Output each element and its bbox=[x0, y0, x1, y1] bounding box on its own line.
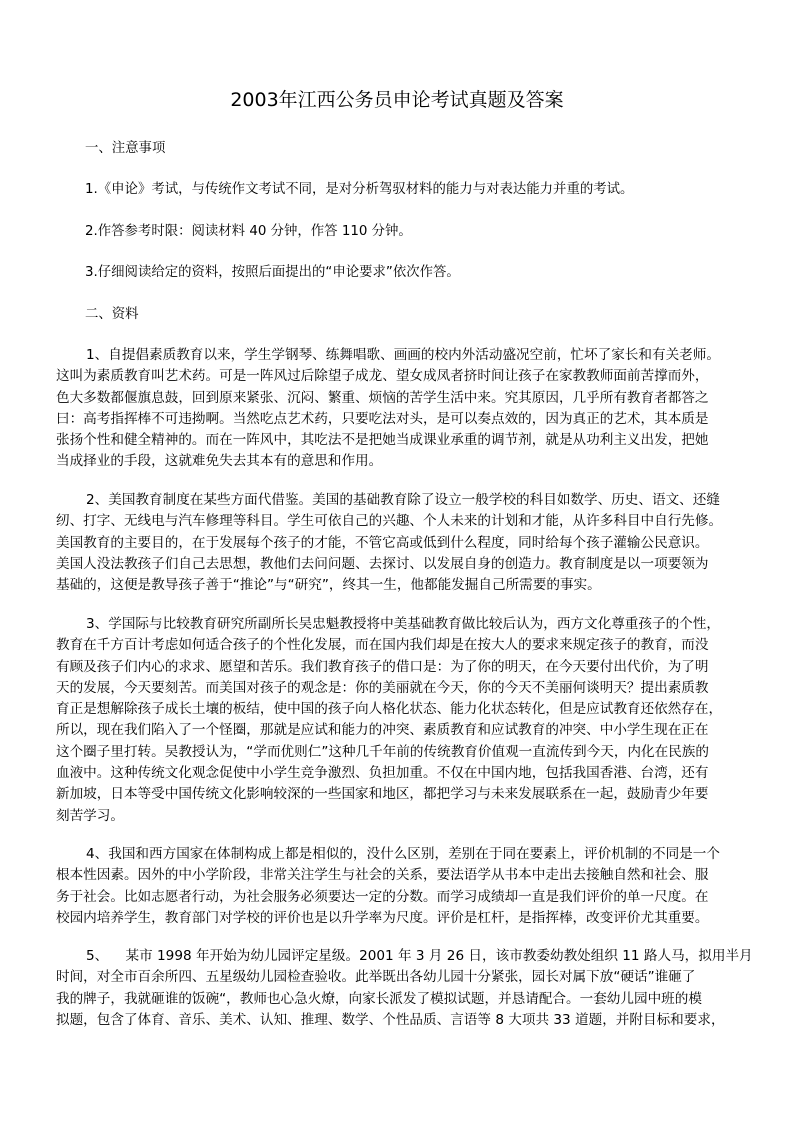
paragraph-line: 血液中。这种传统文化观念促使中小学生竞争激烈、负担加重。不仅在中国内地，包括我国香港、台湾，还有 bbox=[56, 765, 709, 782]
paragraph-line: 拟题，包含了体育、音乐、美术、认知、推理、数学、个性品质、言语等 8 大项共 33 道题，并附目标和要求， bbox=[56, 1011, 725, 1028]
notes-item-3: 3.仔细阅读给定的资料，按照后面提出的“申论要求”依次作答。 bbox=[85, 265, 460, 280]
paragraph-line: 教育在千方百计考虑如何适合孩子的个性化发展，而在国内我们却是在按大人的要求来规定孩子的教育，而没 bbox=[56, 637, 709, 654]
paragraph-line: 校园内培养学生，教育部门对学校的评价也是以升学率为尺度。评价是杠杆，是指挥棒，改变评价尤其重要。 bbox=[56, 909, 709, 926]
paragraph-line: 根本性因素。因外的中小学阶段，非常关注学生与社会的关系，要法语学从书本中走出去接触自然和社会、服 bbox=[56, 867, 709, 884]
paragraph-line: 2、美国教育制度在某些方面代借鉴。美国的基础教育除了设立一般学校的科目如数学、历史、语文、还缝 bbox=[86, 492, 720, 508]
material-paragraph-4 bbox=[56, 844, 740, 929]
paragraph-line: 张扬个性和健全精神的。而在一阵风中，其吃法不是把她当成课业承重的调节剂，就是从功利主义出发，把她 bbox=[56, 432, 709, 449]
paragraph-line: 曰：高考指挥棒不可违拗啊。当然吃点艺术药，只要吃法对头，是可以奏点效的，因为真正的艺术，其本质是 bbox=[56, 410, 709, 427]
material-paragraph-5 bbox=[56, 946, 753, 1031]
material-paragraph-3 bbox=[56, 614, 740, 827]
paragraph-line: 务于社会。比如志愿者行动，为社会服务必须要达一定的分数。而学习成绩却一直是我们评价的单一尺度。在 bbox=[56, 888, 709, 905]
notes-item-2: 2.作答参考时限：阅读材料 40 分钟，作答 110 分钟。 bbox=[85, 224, 412, 239]
paragraph-line: 这叫为素质教育叫艺术药。可是一阵风过后除望子成龙、望女成凤者挤时间让孩子在家教教师面前苦撑而外， bbox=[56, 368, 709, 385]
paragraph-line: 色大多数都偃旗息鼓，回到原来紧张、沉闷、繁重、烦恼的苦学生活中来。究其原因，几乎所有教育者都答之 bbox=[56, 389, 709, 406]
document-title: 2003年江西公务员申论考试真题及答案 bbox=[230, 89, 564, 111]
paragraph-line: 美国人没法教孩子们自己去思想，教他们去问问题、去探讨、以发展自身的创造力。教育制度是以一项要领为 bbox=[56, 555, 709, 572]
notes-item-1: 1.《申论》考试，与传统作文考试不同，是对分析驾驭材料的能力与对表达能力并重的考试。 bbox=[85, 182, 634, 197]
paragraph-line: 刻苦学习。 bbox=[56, 807, 124, 824]
paragraph-line: 新加坡，日本等受中国传统文化影响较深的一些国家和地区，都把学习与未来发展联系在一起，鼓励青少年要 bbox=[56, 786, 709, 803]
paragraph-line: 当成择业的手段，这就难免失去其本有的意思和作用。 bbox=[56, 453, 383, 470]
paragraph-line: 1、自提倡素质教育以来，学生学钢琴、练舞唱歌、画画的校内外活动盛况空前，忙坏了家长和有关老师。 bbox=[86, 347, 720, 363]
paragraph-line: 我的牌子，我就砸谁的饭碗“，教师也心急火燎，向家长派发了模拟试题，并恳请配合。一套幼儿园中班的模 bbox=[56, 990, 702, 1007]
paragraph-line: 这个圈子里打转。吴教授认为，“学而优则仁”这种几千年前的传统教育价值观一直流传到今天，内化在民族的 bbox=[56, 743, 709, 760]
paragraph-line: 基础的，这便是教导孩子善于“推论”与“研究”，终其一生，他都能发掘自己所需要的事实。 bbox=[56, 577, 601, 594]
paragraph-line: 时间，对全市百余所四、五星级幼儿园检查验收。此举既出各幼儿园十分紧张，园长对属下放“硬话”谁砸了 bbox=[56, 969, 696, 986]
paragraph-line: 所以，现在我们陷入了一个怪圈，那就是应试和能力的冲突、素质教育和应试教育的冲突、中小学生现在正在 bbox=[56, 722, 709, 739]
section-heading-materials: 二、资料 bbox=[85, 307, 139, 322]
material-paragraph-2 bbox=[56, 490, 740, 596]
paragraph-line: 4、我国和西方国家在体制构成上都是相似的，没什么区别，差别在于同在要素上，评价机制的不同是一个 bbox=[86, 846, 720, 862]
paragraph-line: 5、 某市 1998 年开始为幼儿园评定星级。2001 年 3 月 26 日，该市教委幼教处组织 11 路人马，拟用半月 bbox=[86, 948, 753, 964]
material-paragraph-1 bbox=[56, 345, 740, 473]
paragraph-line: 纫、打字、无线电与汽车修理等科目。学生可依自己的兴趣、个人未来的计划和才能，从许多科目中自行先修。 bbox=[56, 513, 723, 530]
paragraph-line: 3、学国际与比较教育研究所副所长吴忠魁教授将中美基础教育做比较后认为，西方文化尊重孩子的个性， bbox=[86, 616, 720, 632]
section-heading-notes: 一、注意事项 bbox=[85, 141, 166, 156]
paragraph-line: 有顾及孩子们内心的求求、愿望和苦乐。我们教育孩子的借口是：为了你的明天，在今天要付出代价，为了明 bbox=[56, 658, 709, 675]
paragraph-line: 美国教育的主要目的，在于发展每个孩子的才能，不管它高或低到什么程度，同时给每个孩子灌输公民意识。 bbox=[56, 534, 709, 551]
paragraph-line: 育正是想解除孩子成长土壤的板结，使中国的孩子向人格化状态、能力化状态转化，但是应试教育还依然存在， bbox=[56, 701, 723, 718]
paragraph-line: 天的发展，今天要刻苦。而美国对孩子的观念是：你的美丽就在今天，你的今天不美丽何谈明天？提出素质教 bbox=[56, 679, 709, 696]
